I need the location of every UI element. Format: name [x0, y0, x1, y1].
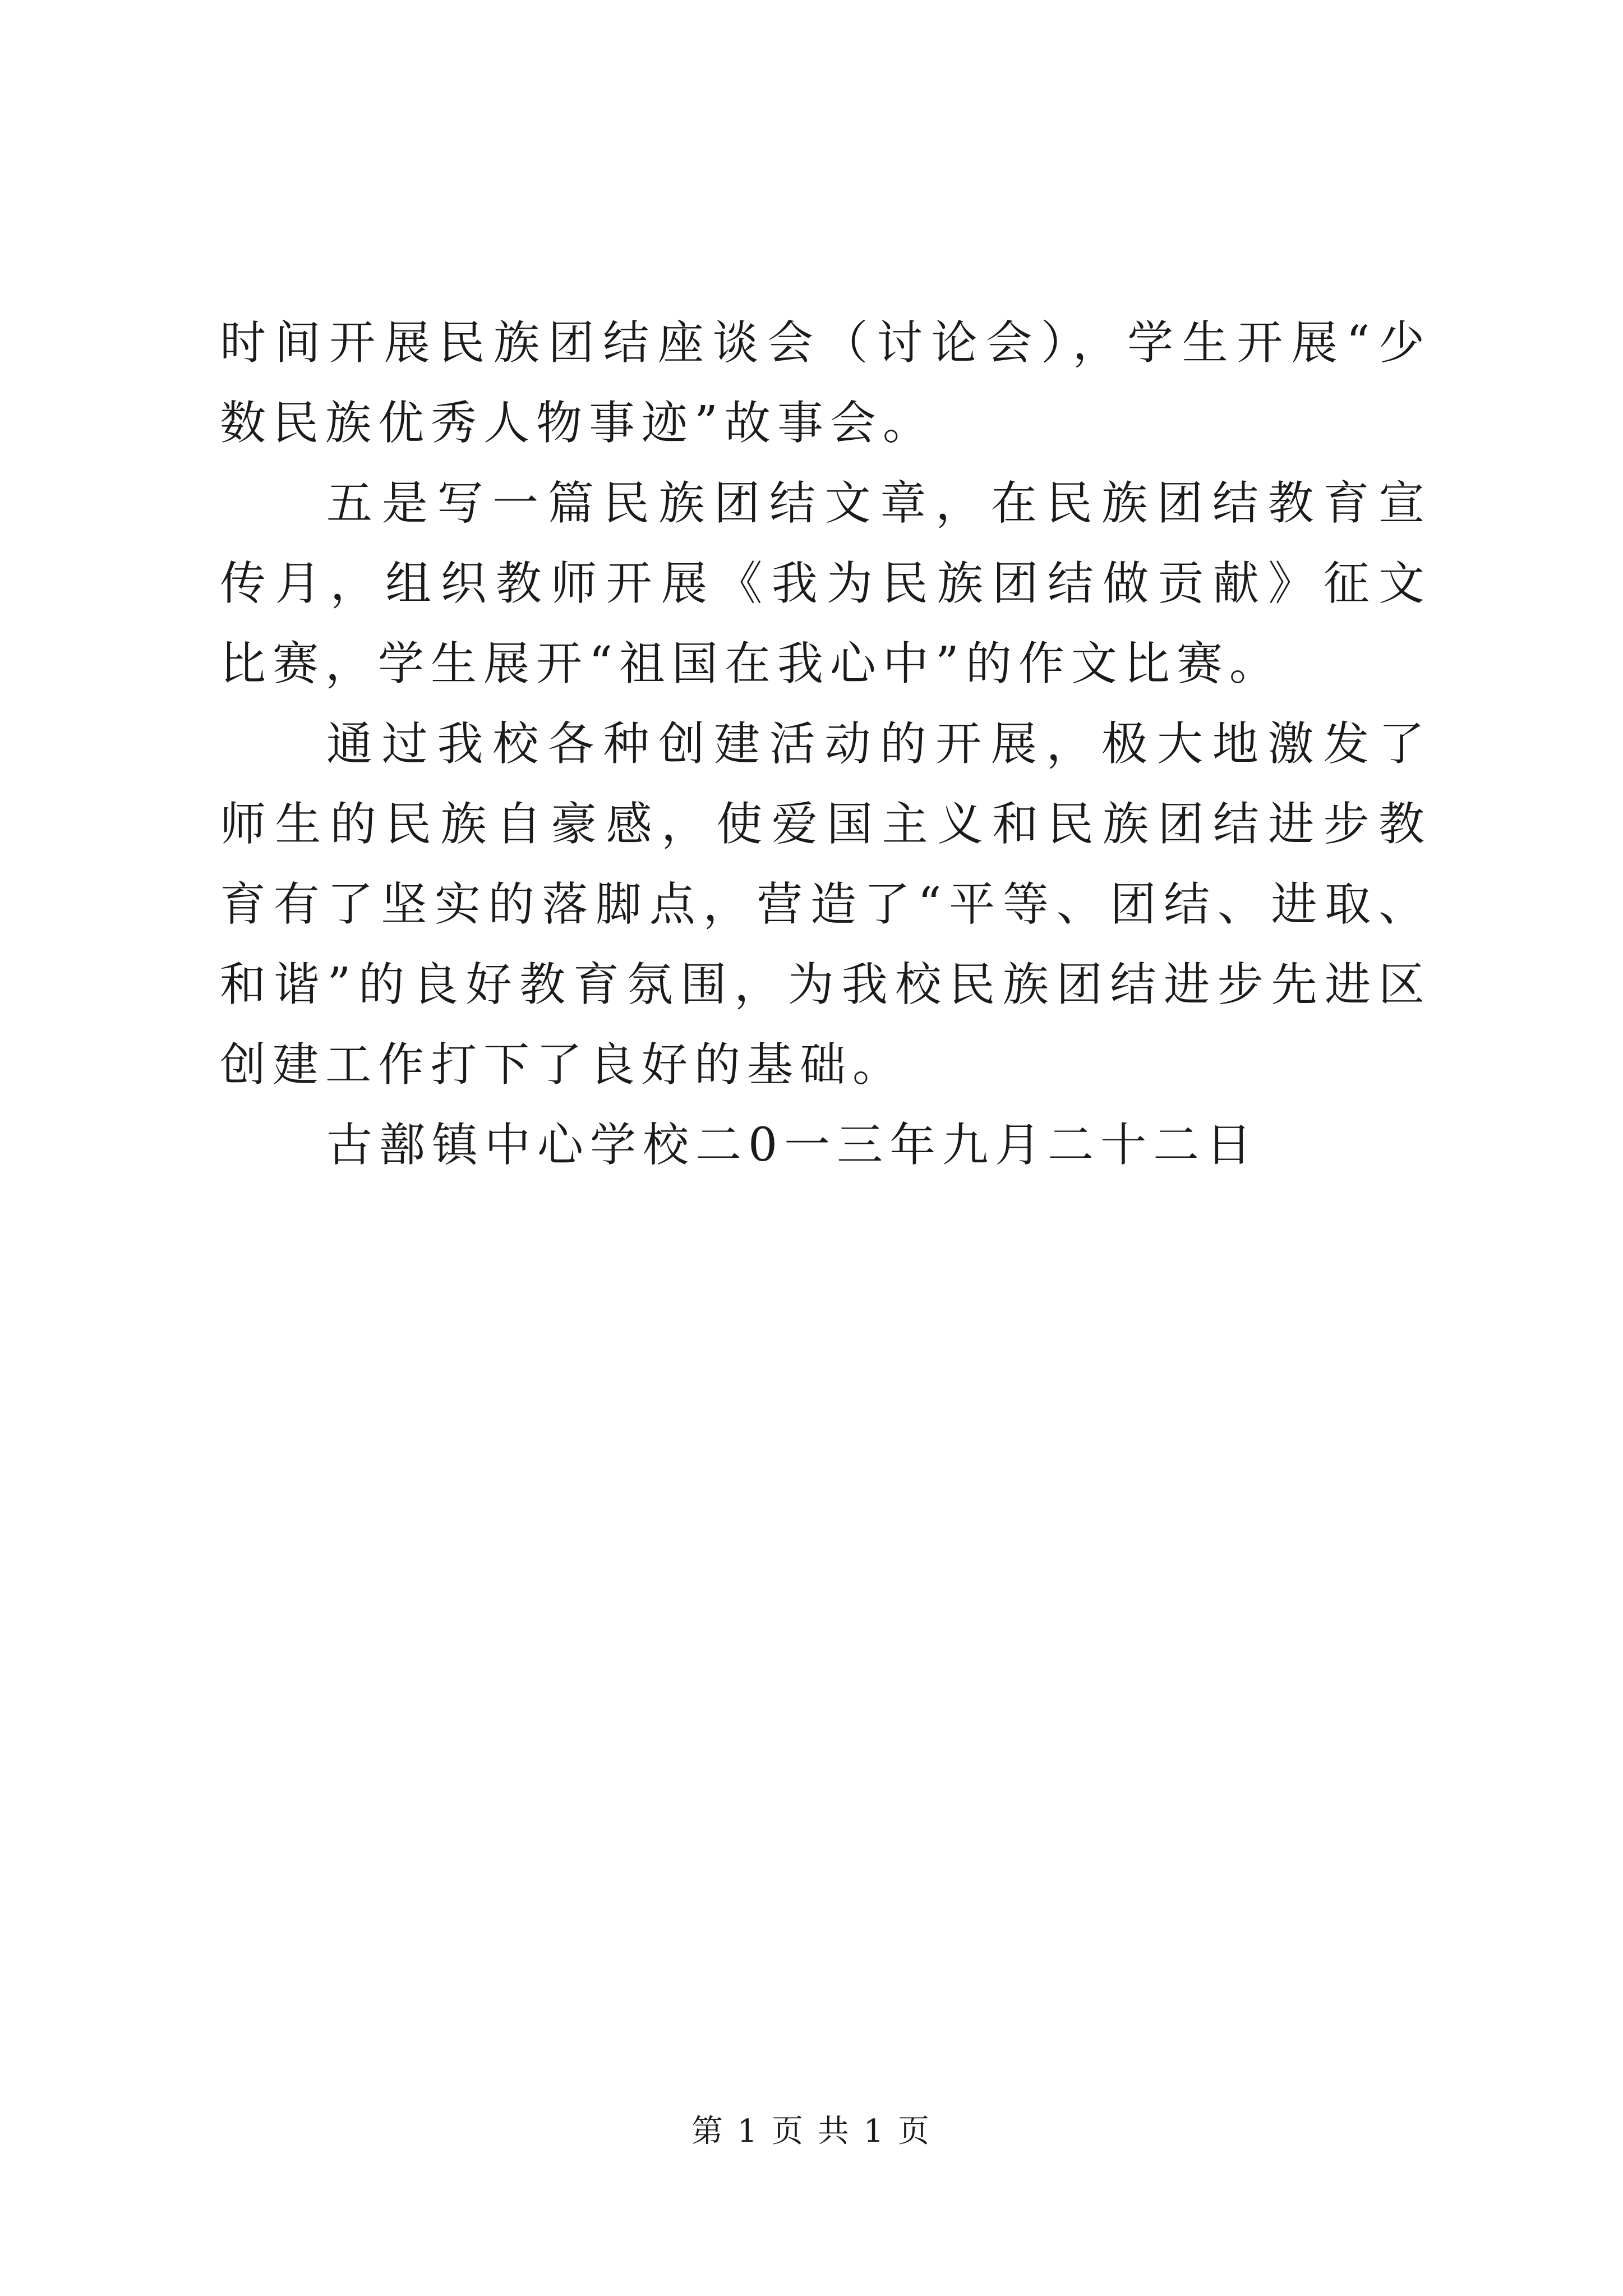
paragraph-2: 五是写一篇民族团结文章，在民族团结教育宣传月，组织教师开展《我为民族团结做贡献》征文比赛，学生展开“祖国在我心中”的作文比赛。 [220, 477, 1431, 691]
body-text [220, 303, 1431, 1185]
paragraph-3: 通过我校各种创建活动的开展，极大地激发了师生的民族自豪感，使爱国主义和民族团结进步教育有了坚实的落脚点，营造了“平等、团结、进取、和谐”的良好教育氛围，为我校民族团结进步先进区创建工作打下了良好的基础。 [220, 717, 1431, 1092]
signature-line: 古鄯镇中心学校二0一三年九月二十二日 [326, 1119, 1259, 1172]
paragraph-1: 时间开展民族团结座谈会（讨论会），学生开展“少数民族优秀人物事迹”故事会。 [220, 316, 1431, 450]
page-footer: 第 1 页 共 1 页 [691, 2113, 932, 2150]
